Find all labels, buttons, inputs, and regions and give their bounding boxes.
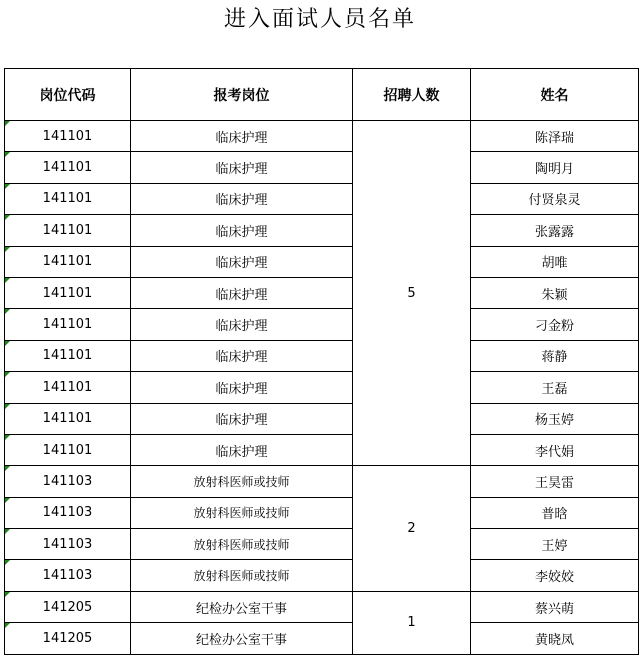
position-code-text: 141101	[42, 254, 93, 270]
cell-candidate-name[interactable]: 普晗	[471, 497, 639, 528]
header-row	[5, 69, 639, 121]
header-name: 姓名	[471, 69, 639, 121]
cell-candidate-name[interactable]: 王磊	[471, 372, 639, 403]
cell-position-title[interactable]: 临床护理	[131, 403, 353, 434]
number-as-text-indicator-icon	[5, 341, 10, 346]
cell-candidate-name[interactable]: 蒋静	[471, 340, 639, 371]
number-as-text-indicator-icon	[5, 247, 10, 252]
position-code-text: 141101	[42, 160, 93, 176]
cell-hiring-count[interactable]: 2	[353, 466, 471, 592]
cell-candidate-name[interactable]: 付贤泉灵	[471, 183, 639, 214]
position-code-text: 141205	[42, 599, 93, 615]
cell-position-title[interactable]: 纪检办公室干事	[131, 623, 353, 654]
cell-candidate-name[interactable]: 黄晓凤	[471, 623, 639, 654]
table-row	[5, 277, 639, 308]
header-position: 报考岗位	[131, 69, 353, 121]
position-code-text: 141101	[42, 285, 93, 301]
table-row	[5, 529, 639, 560]
cell-position-code[interactable]	[5, 466, 131, 497]
position-code-text: 141101	[42, 442, 93, 458]
cell-position-title[interactable]: 放射科医师或技师	[131, 529, 353, 560]
cell-position-title[interactable]: 临床护理	[131, 121, 353, 152]
table-row	[5, 591, 639, 622]
header-code: 岗位代码	[5, 69, 131, 121]
position-code-text: 141103	[42, 536, 93, 552]
cell-position-code[interactable]	[5, 434, 131, 465]
cell-position-code[interactable]	[5, 277, 131, 308]
candidate-table	[4, 68, 639, 655]
cell-position-code[interactable]	[5, 591, 131, 622]
cell-position-code[interactable]	[5, 246, 131, 277]
cell-position-code[interactable]	[5, 121, 131, 152]
cell-candidate-name[interactable]: 李姣姣	[471, 560, 639, 591]
table-row	[5, 466, 639, 497]
cell-position-title[interactable]: 纪检办公室干事	[131, 591, 353, 622]
table-row	[5, 403, 639, 434]
position-code-text: 141103	[42, 568, 93, 584]
position-code-text: 141101	[42, 379, 93, 395]
cell-position-code[interactable]	[5, 623, 131, 654]
cell-position-code[interactable]	[5, 497, 131, 528]
cell-position-title[interactable]: 放射科医师或技师	[131, 560, 353, 591]
cell-position-title[interactable]: 放射科医师或技师	[131, 497, 353, 528]
cell-candidate-name[interactable]: 朱颖	[471, 277, 639, 308]
cell-position-code[interactable]	[5, 340, 131, 371]
cell-candidate-name[interactable]: 王婷	[471, 529, 639, 560]
cell-position-title[interactable]: 临床护理	[131, 183, 353, 214]
cell-position-code[interactable]	[5, 152, 131, 183]
table-row	[5, 246, 639, 277]
number-as-text-indicator-icon	[5, 560, 10, 565]
number-as-text-indicator-icon	[5, 498, 10, 503]
table-row	[5, 183, 639, 214]
number-as-text-indicator-icon	[5, 152, 10, 157]
cell-position-code[interactable]	[5, 215, 131, 246]
position-code-text: 141101	[42, 411, 93, 427]
table-row	[5, 434, 639, 465]
number-as-text-indicator-icon	[5, 435, 10, 440]
cell-position-code[interactable]	[5, 529, 131, 560]
cell-hiring-count[interactable]: 5	[353, 121, 471, 466]
cell-candidate-name[interactable]: 杨玉婷	[471, 403, 639, 434]
table-row	[5, 372, 639, 403]
position-code-text: 141103	[42, 505, 93, 521]
number-as-text-indicator-icon	[5, 466, 10, 471]
table-row	[5, 215, 639, 246]
cell-position-title[interactable]: 放射科医师或技师	[131, 466, 353, 497]
cell-position-code[interactable]	[5, 560, 131, 591]
position-code-text: 141205	[42, 630, 93, 646]
page-title: 进入面试人员名单	[223, 7, 416, 32]
position-code-text: 141101	[42, 317, 93, 333]
cell-position-title[interactable]: 临床护理	[131, 372, 353, 403]
number-as-text-indicator-icon	[5, 184, 10, 189]
number-as-text-indicator-icon	[5, 592, 10, 597]
number-as-text-indicator-icon	[5, 623, 10, 628]
position-code-text: 141103	[42, 473, 93, 489]
cell-position-code[interactable]	[5, 403, 131, 434]
table-body	[5, 121, 639, 655]
cell-position-title[interactable]: 临床护理	[131, 309, 353, 340]
table-row	[5, 340, 639, 371]
cell-position-code[interactable]	[5, 309, 131, 340]
cell-candidate-name[interactable]: 李代娟	[471, 434, 639, 465]
cell-candidate-name[interactable]: 张露露	[471, 215, 639, 246]
table-row	[5, 152, 639, 183]
position-code-text: 141101	[42, 348, 93, 364]
cell-candidate-name[interactable]: 刁金粉	[471, 309, 639, 340]
cell-hiring-count[interactable]: 1	[353, 591, 471, 654]
cell-position-title[interactable]: 临床护理	[131, 152, 353, 183]
cell-candidate-name[interactable]: 王昊雷	[471, 466, 639, 497]
number-as-text-indicator-icon	[5, 121, 10, 126]
number-as-text-indicator-icon	[5, 372, 10, 377]
number-as-text-indicator-icon	[5, 309, 10, 314]
cell-position-title[interactable]: 临床护理	[131, 215, 353, 246]
cell-position-title[interactable]: 临床护理	[131, 434, 353, 465]
cell-position-title[interactable]: 临床护理	[131, 277, 353, 308]
table-row	[5, 309, 639, 340]
position-code-text: 141101	[42, 191, 93, 207]
number-as-text-indicator-icon	[5, 529, 10, 534]
table-row	[5, 497, 639, 528]
position-code-text: 141101	[42, 128, 93, 144]
cell-position-title[interactable]: 临床护理	[131, 246, 353, 277]
cell-position-code[interactable]	[5, 372, 131, 403]
cell-candidate-name[interactable]: 蔡兴萌	[471, 591, 639, 622]
number-as-text-indicator-icon	[5, 215, 10, 220]
table-row	[5, 121, 639, 152]
position-code-text: 141101	[42, 222, 93, 238]
number-as-text-indicator-icon	[5, 278, 10, 283]
header-count: 招聘人数	[353, 69, 471, 121]
table-row	[5, 560, 639, 591]
cell-position-code[interactable]	[5, 183, 131, 214]
cell-candidate-name[interactable]: 陈泽瑞	[471, 121, 639, 152]
table-row	[5, 623, 639, 654]
cell-candidate-name[interactable]: 陶明月	[471, 152, 639, 183]
cell-candidate-name[interactable]: 胡唯	[471, 246, 639, 277]
number-as-text-indicator-icon	[5, 404, 10, 409]
cell-position-title[interactable]: 临床护理	[131, 340, 353, 371]
